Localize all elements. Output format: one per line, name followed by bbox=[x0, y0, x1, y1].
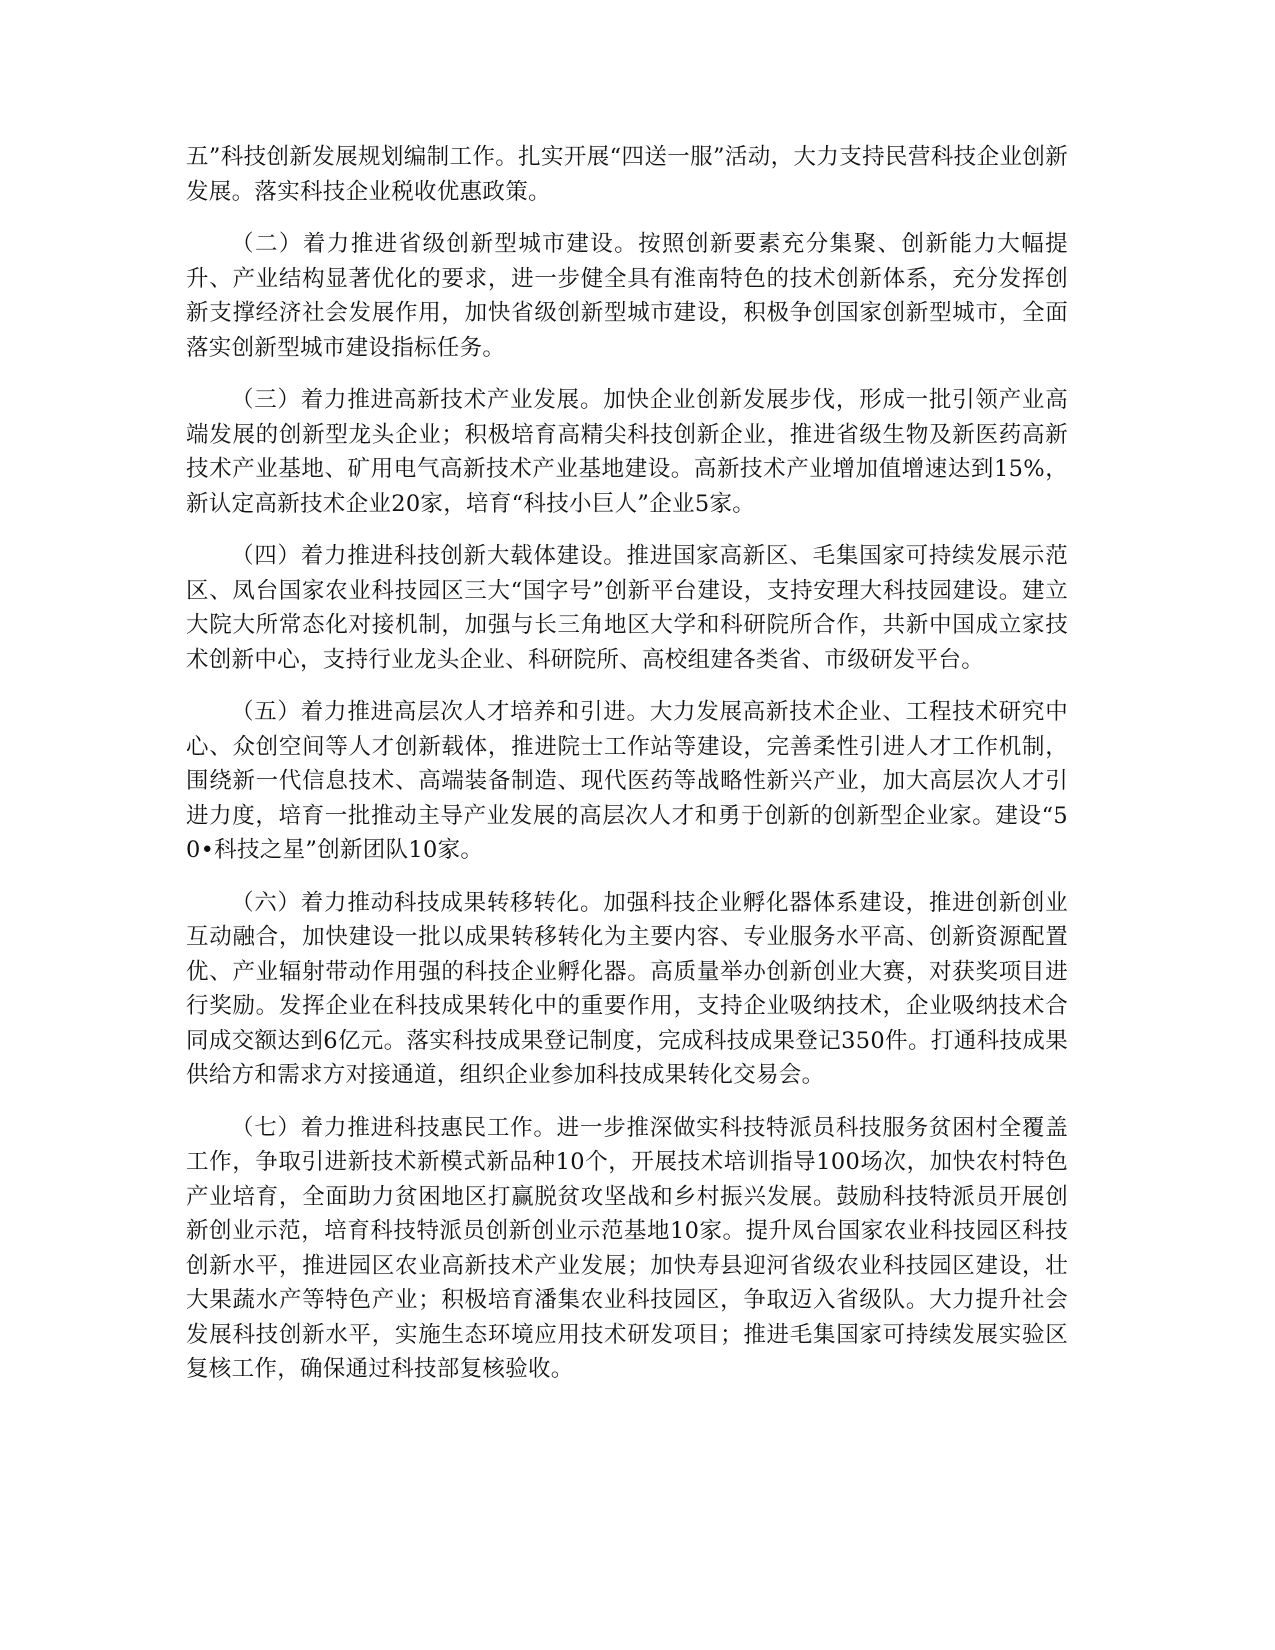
paragraph-section-3: （三）着力推进高新技术产业发展。加快企业创新发展步伐，形成一批引领产业高端发展的创新型龙头企业；积极培育高精尖科技创新企业，推进省级生物及新医药高新技术产业基地、矿用电气高新技术产业基地建设。高新技术产业增加值增速达到15%，新认定高新技术企业20家，培育“科技小巨人”企业5家。 bbox=[186, 387, 1068, 517]
paragraph-section-7: （七）着力推进科技惠民工作。进一步推深做实科技特派员科技服务贫困村全覆盖工作，争取引进新技术新模式新品种10个，开展技术培训指导100场次，加快农村特色产业培育，全面助力贫困地区打赢脱贫攻坚战和乡村振兴发展。鼓励科技特派员开展创新创业示范，培育科技特派员创新创业示范基地10家。提升凤台国家农业科技园区科技创新水平，推进园区农业高新技术产业发展；加快寿县迎河省级农业科技园区建设，壮大果蔬水产等特色产业；积极培育潘集农业科技园区，争取迈入省级队。大力提升社会发展科技创新水平，实施生态环境应用技术研发项目；推进毛集国家可持续发展实验区复核工作，确保通过科技部复核验收。 bbox=[186, 1114, 1068, 1382]
paragraph-section-4: （四）着力推进科技创新大载体建设。推进国家高新区、毛集国家可持续发展示范区、凤台国家农业科技园区三大“国字号”创新平台建设，支持安理大科技园建设。建立大院大所常态化对接机制，加强与长三角地区大学和科研院所合作，共新中国成立家技术创新中心，支持行业龙头企业、科研院所、高校组建各类省、市级研发平台。 bbox=[186, 543, 1068, 673]
document-page bbox=[186, 140, 1068, 1405]
paragraph-continuation: 五”科技创新发展规划编制工作。扎实开展“四送一服”活动，大力支持民营科技企业创新发展。落实科技企业税收优惠政策。 bbox=[186, 144, 1068, 205]
paragraph-section-6: （六）着力推动科技成果转移转化。加强科技企业孵化器体系建设，推进创新创业互动融合，加快建设一批以成果转移转化为主要内容、专业服务水平高、创新资源配置优、产业辐射带动作用强的科技企业孵化器。高质量举办创新创业大赛，对获奖项目进行奖励。发挥企业在科技成果转化中的重要作用，支持企业吸纳技术，企业吸纳技术合同成交额达到6亿元。落实科技成果登记制度，完成科技成果登记350件。打通科技成果供给方和需求方对接通道，组织企业参加科技成果转化交易会。 bbox=[186, 889, 1068, 1088]
paragraph-section-2: （二）着力推进省级创新型城市建设。按照创新要素充分集聚、创新能力大幅提升、产业结构显著优化的要求，进一步健全具有淮南特色的技术创新体系，充分发挥创新支撑经济社会发展作用，加快省级创新型城市建设，积极争创国家创新型城市，全面落实创新型城市建设指标任务。 bbox=[186, 231, 1068, 361]
paragraph-section-5: （五）着力推进高层次人才培养和引进。大力发展高新技术企业、工程技术研究中心、众创空间等人才创新载体，推进院士工作站等建设，完善柔性引进人才工作机制，围绕新一代信息技术、高端装备制造、现代医药等战略性新兴产业，加大高层次人才引进力度，培育一批推动主导产业发展的高层次人才和勇于创新的创新型企业家。建设“50•科技之星”创新团队10家。 bbox=[186, 699, 1068, 863]
